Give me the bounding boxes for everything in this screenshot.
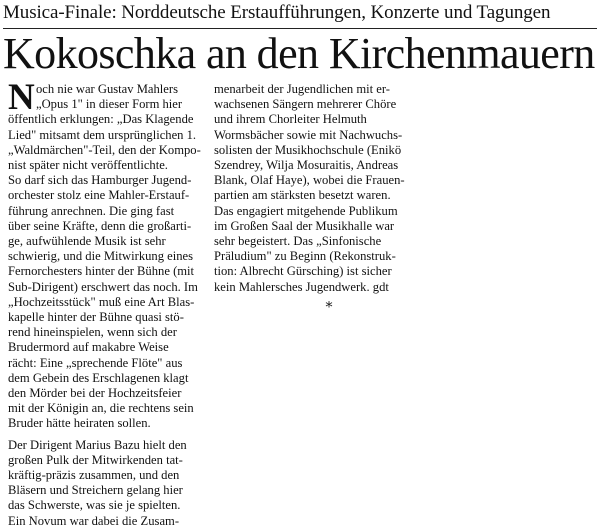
text-line: rächt: Eine „sprechende Flöte" aus xyxy=(8,355,183,370)
text-line: führung anrechnen. Die ging fast xyxy=(8,203,175,218)
dropcap-block xyxy=(8,77,205,118)
text-line: tion: Albrecht Gürsching) ist sicher xyxy=(214,264,392,279)
text-line: Präludium" zu Beginn (Rekonstruk- xyxy=(214,249,396,264)
text-line: den Mörder bei der Hochzeitsfeier xyxy=(8,386,182,401)
article-column-left xyxy=(8,77,205,529)
end-of-article-mark: ⁎ xyxy=(325,295,333,311)
text-line: solisten der Musikhochschule (Enikö xyxy=(214,142,402,157)
kicker-headline: Musica-Finale: Norddeutsche Erstaufführungen, Konzerte und Tagungen xyxy=(3,2,551,23)
text-line: rend hineinspielen, wenn sich der xyxy=(8,325,177,340)
text-line: Bläsern und Streichern gelang hier xyxy=(8,483,183,498)
text-line: Lied" mitsamt dem ursprünglichen 1. xyxy=(8,127,197,142)
text-line: Sub-Dirigent) erschwert das noch. Im xyxy=(8,279,198,294)
text-line: „Hochzeitsstück" muß eine Art Blas- xyxy=(8,294,195,309)
dropcap-letter: N xyxy=(8,77,35,118)
text-line: partien am stärksten besetzt waren. xyxy=(214,188,391,203)
text-line: Bruder hätte heiraten sollen. xyxy=(8,416,151,431)
text-line: dem Gebein des Erschlagenen klagt xyxy=(8,370,189,385)
text-line: Brudermord auf makabre Weise xyxy=(8,340,169,355)
text-line: kapelle hinter der Bühne quasi stö- xyxy=(8,310,184,325)
text-line: kein Mahlersches Jugendwerk. gdt xyxy=(214,279,389,294)
text-line: So darf sich das Hamburger Jugend- xyxy=(8,173,192,188)
text-line: kräftig-präzis zusammen, und den xyxy=(8,468,180,483)
text-line: och nie war Gustav Mahlers xyxy=(36,82,178,96)
text-line: menarbeit der Jugendlichen mit er- xyxy=(214,82,390,96)
text-line: wachsenen Sängern mehrerer Chöre xyxy=(214,97,397,112)
text-line: sehr begeistert. Das „Sinfonische xyxy=(214,234,382,249)
text-line: orchester stolz eine Mahler-Erstauf- xyxy=(8,188,190,203)
text-line: Fernorchesters hinter der Bühne (mit xyxy=(8,264,195,279)
text-line: großen Pulk der Mitwirkenden tat- xyxy=(8,452,183,467)
text-line: im Großen Saal der Musikhalle war xyxy=(214,218,395,233)
text-line: ge, aufwühlende Musik ist sehr xyxy=(8,234,166,249)
text-line: Das engagiert mitgehende Publikum xyxy=(214,203,398,218)
article-column-right xyxy=(214,82,595,311)
text-line: Wormsbächer sowie mit Nachwuchs- xyxy=(214,127,403,142)
text-line: öffentlich erklungen: „Das Klagende xyxy=(8,112,194,127)
text-line: Der Dirigent Marius Bazu hielt den xyxy=(8,437,187,452)
text-line: über seine Kräfte, denn die großarti- xyxy=(8,218,192,233)
article-headline: Kokoschka an den Kirchenmauern xyxy=(3,29,595,78)
text-line: Blank, Olaf Haye), wobei die Frauen- xyxy=(214,173,405,188)
text-line: nist später nicht veröffentlichte. xyxy=(8,158,168,172)
text-line: und ihrem Chorleiter Helmuth xyxy=(214,112,367,127)
text-line: „Waldmärchen"-Teil, den der Kompo- xyxy=(8,142,201,157)
text-line: das Schwerste, was sie je spielten. xyxy=(8,498,181,513)
text-line: mit der Königin an, die rechtens sein xyxy=(8,401,194,416)
text-line: Ein Novum war dabei die Zusam- xyxy=(8,513,180,528)
text-line: schwierig, und die Mitwirkung eines xyxy=(8,249,194,264)
text-line: Szendrey, Wilja Mosuraitis, Andreas xyxy=(214,158,399,173)
text-line: „Opus 1" in dieser Form hier xyxy=(36,97,183,112)
